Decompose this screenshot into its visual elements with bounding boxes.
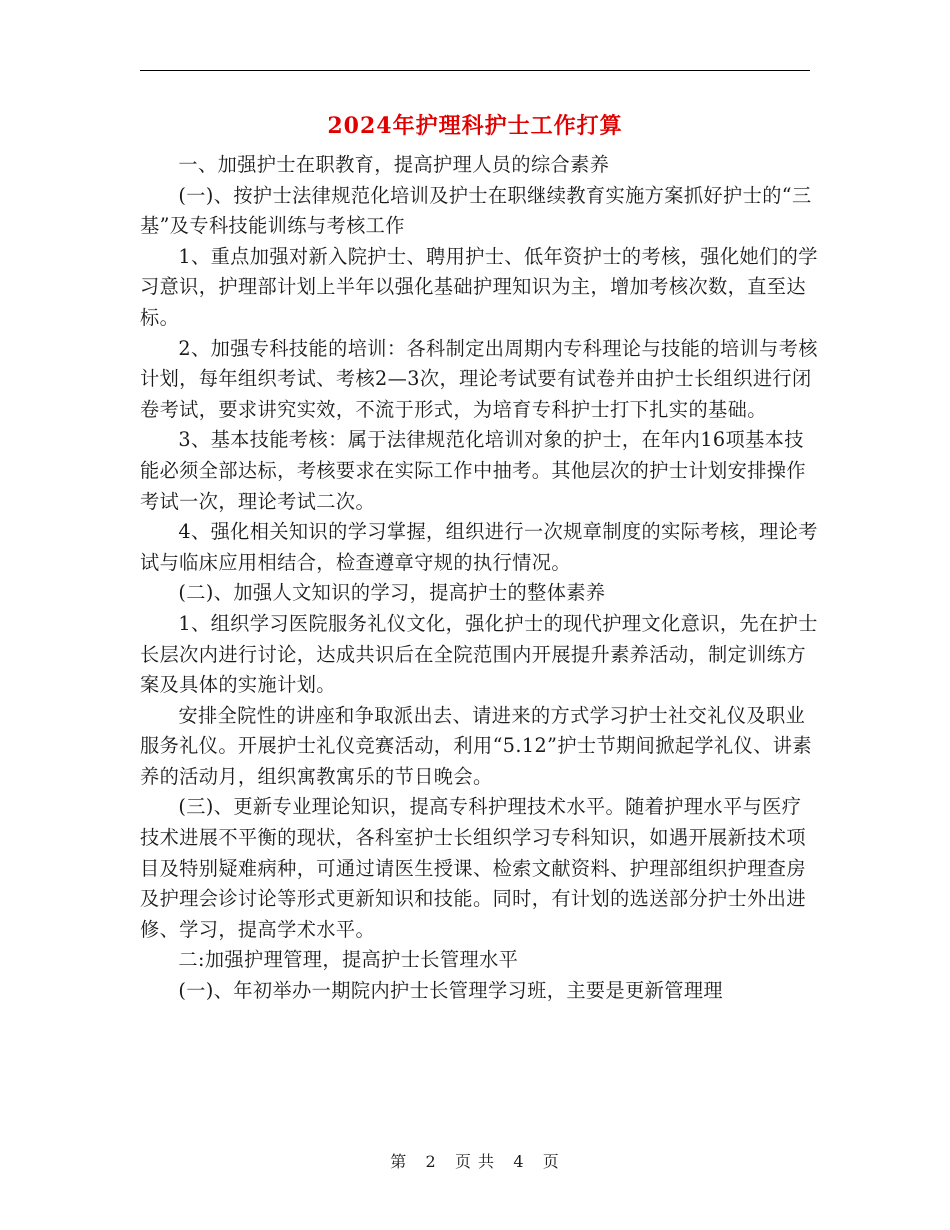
footer-suffix: 页 <box>542 1152 560 1171</box>
paragraph-etiquette-2: 安排全院性的讲座和争取派出去、请进来的方式学习护士社交礼仪及职业服务礼仪。开展护士礼仪竞赛活动，利用“5.12”护士节期间掀起学礼仪、讲素养的活动月，组织寓教寓乐的节日晚会。 <box>140 703 812 788</box>
document-body <box>140 150 820 1007</box>
header-rule <box>140 70 810 71</box>
heading-section-1: 一、加强护士在职教育，提高护理人员的综合素养 <box>178 153 610 176</box>
heading-section-2: 二:加强护理管理，提高护士长管理水平 <box>178 948 519 972</box>
page-footer <box>0 1150 950 1174</box>
subheading-1-1: (一)、按护士法律规范化培训及护士在职继续教育实施方案抓好护士的“三基”及专科技能训练与考核工作 <box>140 183 812 238</box>
footer-prefix: 第 <box>390 1152 408 1171</box>
subheading-1-3: (三)、更新专业理论知识，提高专科护理技术水平。随着护理水平与医疗技术进展不平衡的现状，各科室护士长组织学习专科知识，如遇开展新技术项目及特别疑难病种，可通过请医生授课、检索文献资料、护理部组织护理查房及护理会诊讨论等形式更新知识和技能。同时，有计划的选送部分护士外出进修、学习，提高学术水平。 <box>140 795 806 941</box>
subheading-1-2: (二)、加强人文知识的学习，提高护士的整体素养 <box>178 581 606 605</box>
subheading-2-1: (一)、年初举办一期院内护士长管理学习班，主要是更新管理理 <box>178 979 724 1003</box>
paragraph-item-1: 1、重点加强对新入院护士、聘用护士、低年资护士的考核，强化她们的学习意识，护理部计划上半年以强化基础护理知识为主，增加考核次数，直至达标。 <box>140 244 818 329</box>
document-title: 2024年护理科护士工作打算 <box>327 113 623 139</box>
paragraph-item-4: 4、强化相关知识的学习掌握，组织进行一次规章制度的实际考核，理论考试与临床应用相结合，检查遵章守规的执行情况。 <box>140 520 818 574</box>
total-pages-number: 4 <box>513 1152 525 1171</box>
paragraph-etiquette-1: 1、组织学习医院服务礼仪文化，强化护士的现代护理文化意识，先在护士长层次内进行讨论，达成共识后在全院范围内开展提升素养活动，制定训练方案及具体的实施计划。 <box>140 611 818 697</box>
paragraph-item-3: 3、基本技能考核：属于法律规范化培训对象的护士，在年内16项基本技能必须全部达标，考核要求在实际工作中抽考。其他层次的护士计划安排操作考试一次，理论考试二次。 <box>140 428 806 513</box>
current-page-number: 2 <box>425 1152 437 1171</box>
paragraph-item-2: 2、加强专科技能的培训：各科制定出周期内专科理论与技能的培训与考核计划，每年组织考试、考核2—3次，理论考试要有试卷并由护士长组织进行闭卷考试，要求讲究实效，不流于形式，为培育专科护士打下扎实的基础。 <box>140 336 818 421</box>
footer-middle: 页 共 <box>454 1152 496 1171</box>
